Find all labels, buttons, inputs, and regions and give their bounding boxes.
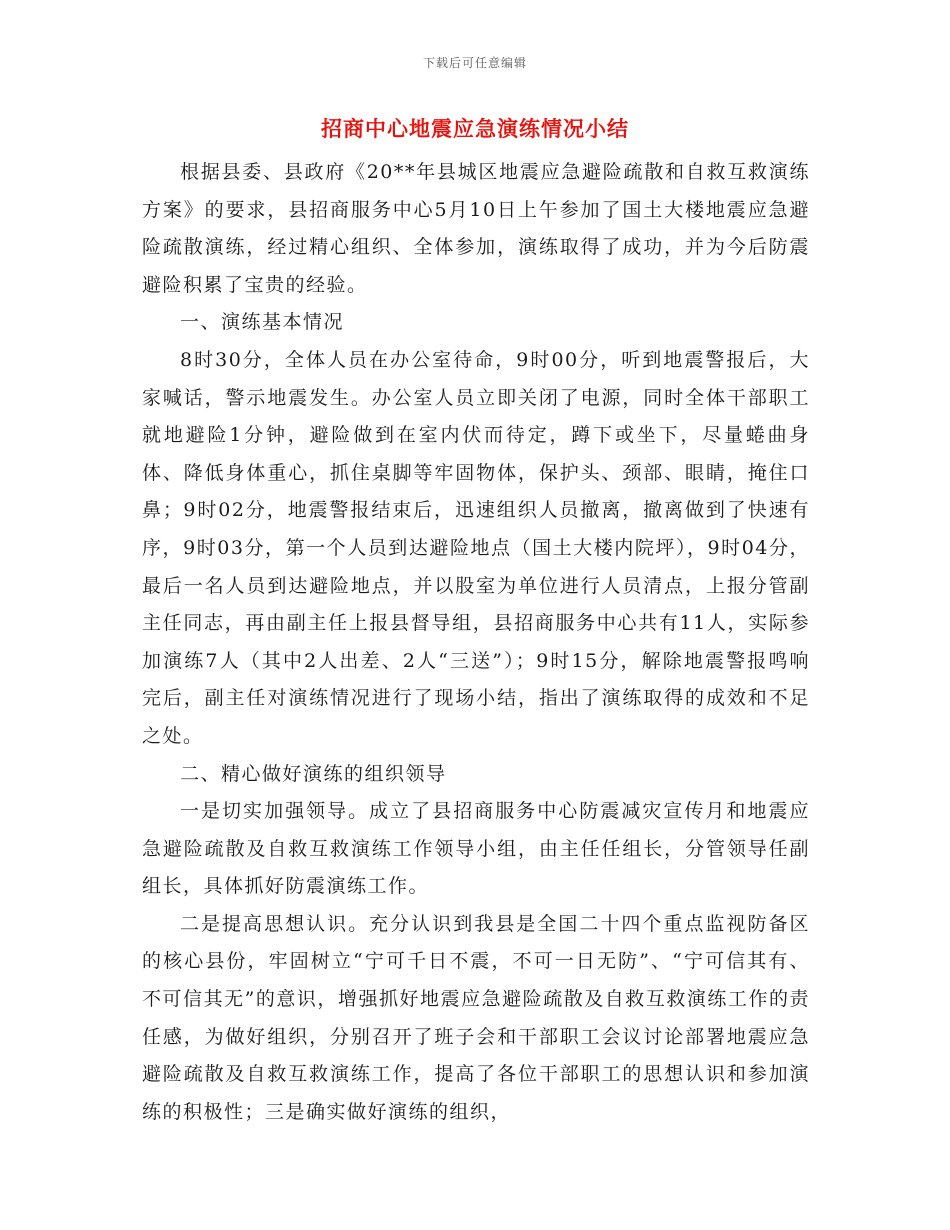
paragraph-leadership: 一是切实加强领导。成立了县招商服务中心防震减灾宣传月和地震应急避险疏散及自救互救演练工作领导小组，由主任任组长，分管领导任副组长，具体抓好防震演练工作。: [142, 800, 810, 898]
document-title: 招商中心地震应急演练情况小结: [321, 116, 629, 141]
header-note: 下载后可任意编辑: [422, 56, 527, 70]
section-heading-organization: 二、精心做好演练的组织领导: [180, 762, 447, 785]
section-heading-basic-situation: 一、演练基本情况: [180, 311, 345, 334]
paragraph-awareness: 二是提高思想认识。充分认识到我县是全国二十四个重点监视防备区的核心县份，牢固树立“宁可千日不震，不可一日无防”、“宁可信其有、不可信其无”的意识，增强抓好地震应急避险疏散及自救互救演练工作的责任感，为做好组织，分别召开了班子会和干部职工会议讨论部署地震应急避险疏散及自救互救演练工作，提高了各位干部职工的思想认识和参加演练的积极性；三是确实做好演练的组织，: [142, 912, 810, 1123]
document-body: [142, 154, 810, 1131]
paragraph-drill-timeline: 8时30分，全体人员在办公室待命，9时00分，听到地震警报后，大家喊话，警示地震发生。办公室人员立即关闭了电源，同时全体干部职工就地避险1分钟，避险做到在室内伏而待定，蹲下或坐下，尽量蜷曲身体、降低身体重心，抓住桌脚等牢固物体，保护头、颈部、眼睛，掩住口鼻；9时02分，地震警报结束后，迅速组织人员撤离，撤离做到了快速有序，9时03分，第一个人员到达避险地点（国土大楼内院坪），9时04分，最后一名人员到达避险地点，并以股室为单位进行人员清点，上报分管副主任同志，再由副主任上报县督导组，县招商服务中心共有11人，实际参加演练7人（其中2人出差、2人“三送”）；9时15分，解除地震警报鸣响完后，副主任对演练情况进行了现场小结，指出了演练取得的成效和不足之处。: [142, 348, 810, 747]
paragraph-intro: 根据县委、县政府《20**年县城区地震应急避险疏散和自救互救演练方案》的要求，县招商服务中心5月10日上午参加了国土大楼地震应急避险疏散演练，经过精心组织、全体参加，演练取得了成功，并为今后防震避险积累了宝贵的经验。: [142, 161, 810, 296]
